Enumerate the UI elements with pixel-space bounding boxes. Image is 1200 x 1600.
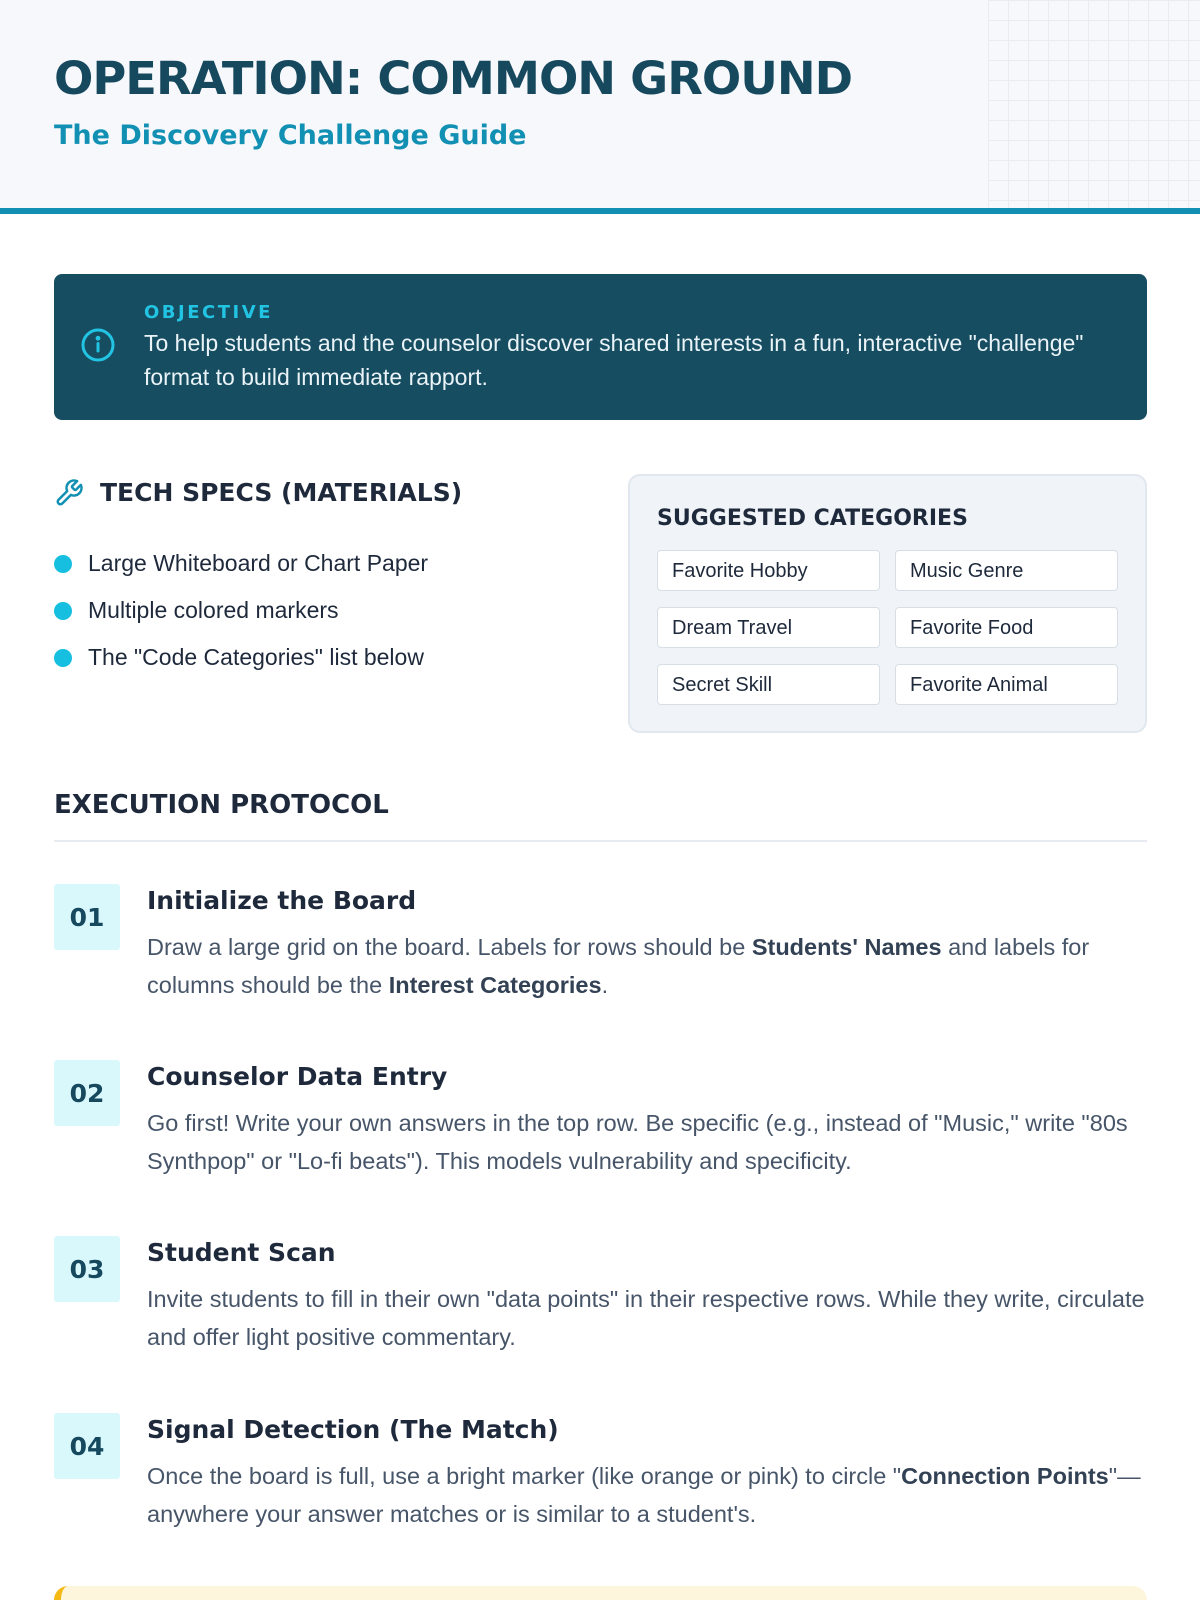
- step-description: Draw a large grid on the board. Labels for rows should be Students' Names and labels for columns should be the Interest Categories.: [147, 934, 1090, 998]
- category-chip: Favorite Food: [895, 607, 1118, 648]
- category-chip: Secret Skill: [657, 664, 880, 705]
- step-title: Student Scan: [147, 1238, 336, 1267]
- list-item: [54, 634, 428, 681]
- tip-callout: [54, 1586, 1147, 1600]
- wrench-icon: [54, 478, 84, 508]
- step-number: 04: [54, 1413, 120, 1479]
- section-divider: [54, 840, 1147, 842]
- execution-title: EXECUTION PROTOCOL: [54, 790, 389, 820]
- page-header: [0, 0, 1200, 214]
- grid-decoration: [988, 0, 1200, 208]
- categories-panel: [628, 474, 1147, 733]
- objective-label: OBJECTIVE: [144, 302, 273, 323]
- category-chip: Dream Travel: [657, 607, 880, 648]
- categories-title: SUGGESTED CATEGORIES: [657, 506, 968, 531]
- info-icon: [80, 327, 116, 363]
- material-label: Multiple colored markers: [88, 597, 339, 623]
- material-label: Large Whiteboard or Chart Paper: [88, 550, 429, 576]
- bold-term: Connection Points: [901, 1463, 1109, 1489]
- bullet-dot: [54, 602, 72, 620]
- list-item: [54, 540, 428, 587]
- step-title: Signal Detection (The Match): [147, 1415, 559, 1444]
- category-chip: Favorite Animal: [895, 664, 1118, 705]
- step-number: 02: [54, 1060, 120, 1126]
- step-description: Invite students to fill in their own "data points" in their respective rows. While they write, circulate and offer light positive commentary.: [147, 1286, 1145, 1350]
- objective-banner: [54, 274, 1147, 420]
- page-title: OPERATION: COMMON GROUND: [54, 52, 853, 105]
- objective-text: To help students and the counselor discover shared interests in a fun, interactive "challenge" format to build immediate rapport.: [144, 330, 1084, 390]
- step-number: 01: [54, 884, 120, 950]
- specs-title: TECH SPECS (MATERIALS): [100, 478, 463, 507]
- bullet-dot: [54, 555, 72, 573]
- category-chip: Music Genre: [895, 550, 1118, 591]
- step-number: 03: [54, 1236, 120, 1302]
- category-chip: Favorite Hobby: [657, 550, 880, 591]
- bold-term: Students' Names: [751, 934, 942, 960]
- material-label: The "Code Categories" list below: [88, 644, 424, 670]
- step-description: Go first! Write your own answers in the top row. Be specific (e.g., instead of "Music," write "80s Synthpop" or "Lo-fi beats"). This models vulnerability and specificity.: [147, 1110, 1128, 1174]
- step-title: Initialize the Board: [147, 886, 417, 915]
- step-title: Counselor Data Entry: [147, 1062, 448, 1091]
- materials-list: [54, 540, 428, 681]
- bold-term: Interest Categories: [388, 972, 602, 998]
- bullet-dot: [54, 649, 72, 667]
- step-description: Once the board is full, use a bright marker (like orange or pink) to circle "Connection Points"—anywhere your answer matches or is similar to a student's.: [147, 1463, 1141, 1527]
- list-item: [54, 587, 428, 634]
- page-subtitle: The Discovery Challenge Guide: [54, 120, 527, 151]
